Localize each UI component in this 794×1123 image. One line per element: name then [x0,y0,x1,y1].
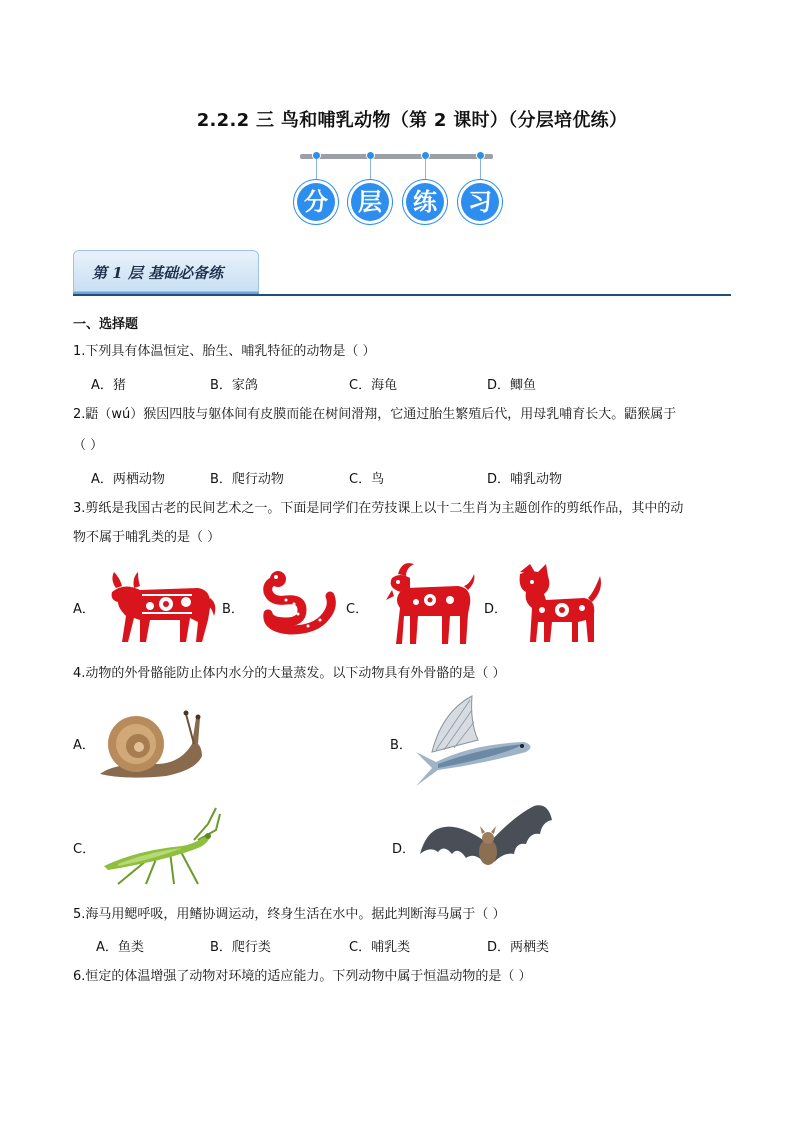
q5-option-d[interactable]: D．两栖类 [487,940,550,955]
q4-option-c[interactable]: C． [73,842,96,857]
flying-fish-image[interactable] [412,692,536,790]
hanger-string [316,159,317,181]
q3-option-a[interactable]: A． [73,602,95,617]
q5-option-c[interactable]: C．哺乳类 [349,940,411,955]
question-2-stem: 2.鼯（wú）猴因四肢与躯体间有皮膜而能在树间滑翔，它通过胎生繁殖后代，用母乳哺育长大。鼯猴属于 [73,407,677,422]
question-1-stem: 1.下列具有体温恒定、胎生、哺乳特征的动物是（ ） [73,344,376,359]
mantis-image[interactable] [98,800,228,886]
question-3-stem: 3.剪纸是我国古老的民间艺术之一。下面是同学们在劳技课上以十二生肖为主题创作的剪纸作品，其中的动 [73,501,684,516]
dog-papercut-image[interactable] [516,562,604,644]
bubble-xi: 习 [458,180,502,224]
q4-option-a[interactable]: A． [73,738,95,753]
hanger-string [480,159,481,181]
q3-option-b[interactable]: B． [222,602,244,617]
bubble-fen: 分 [294,180,338,224]
hanger-bar [300,154,493,159]
question-5-stem: 5.海马用鳃呼吸，用鳍协调运动，终身生活在水中。据此判断海马属于（ ） [73,907,506,922]
tier-label: 第 1 层 基础必备练 [92,264,224,282]
q2-option-b[interactable]: B．爬行动物 [210,472,284,487]
page-title: 2.2.2 三 鸟和哺乳动物（第 2 课时）（分层培优练） [196,110,628,131]
q2-option-c[interactable]: C．鸟 [349,472,385,487]
q3-option-d[interactable]: D． [484,602,508,617]
q3-option-c[interactable]: C． [346,602,369,617]
q1-option-b[interactable]: B．家鸽 [210,378,258,393]
goat-papercut-image[interactable] [380,560,476,646]
tier-rule [73,294,731,296]
q1-option-d[interactable]: D．鲫鱼 [487,378,537,393]
question-4-stem: 4.动物的外骨骼能防止体内水分的大量蒸发。以下动物具有外骨骼的是（ ） [73,666,506,681]
q1-option-c[interactable]: C．海龟 [349,378,398,393]
snake-papercut-image[interactable] [256,570,340,636]
hanger-string [425,159,426,181]
question-6-stem: 6.恒定的体温增强了动物对环境的适应能力。下列动物中属于恒温动物的是（ ） [73,969,532,984]
question-3-stem-cont: 物不属于哺乳类的是（ ） [73,530,221,545]
question-2-stem-cont: （ ） [73,438,104,453]
hanger-string [370,159,371,181]
q1-option-a[interactable]: A．猪 [91,378,126,393]
q2-option-d[interactable]: D．哺乳动物 [487,472,563,487]
q4-option-d[interactable]: D． [392,842,416,857]
bubble-ceng: 层 [348,180,392,224]
q5-option-a[interactable]: A．鱼类 [96,940,144,955]
ox-papercut-image[interactable] [106,568,218,646]
q2-option-a[interactable]: A．两栖动物 [91,472,165,487]
snail-image[interactable] [96,704,206,780]
q4-option-b[interactable]: B． [390,738,412,753]
q5-option-b[interactable]: B．爬行类 [210,940,271,955]
bat-image[interactable] [418,802,554,880]
section-title: 一、选择题 [73,317,139,332]
bubble-lian: 练 [403,180,447,224]
